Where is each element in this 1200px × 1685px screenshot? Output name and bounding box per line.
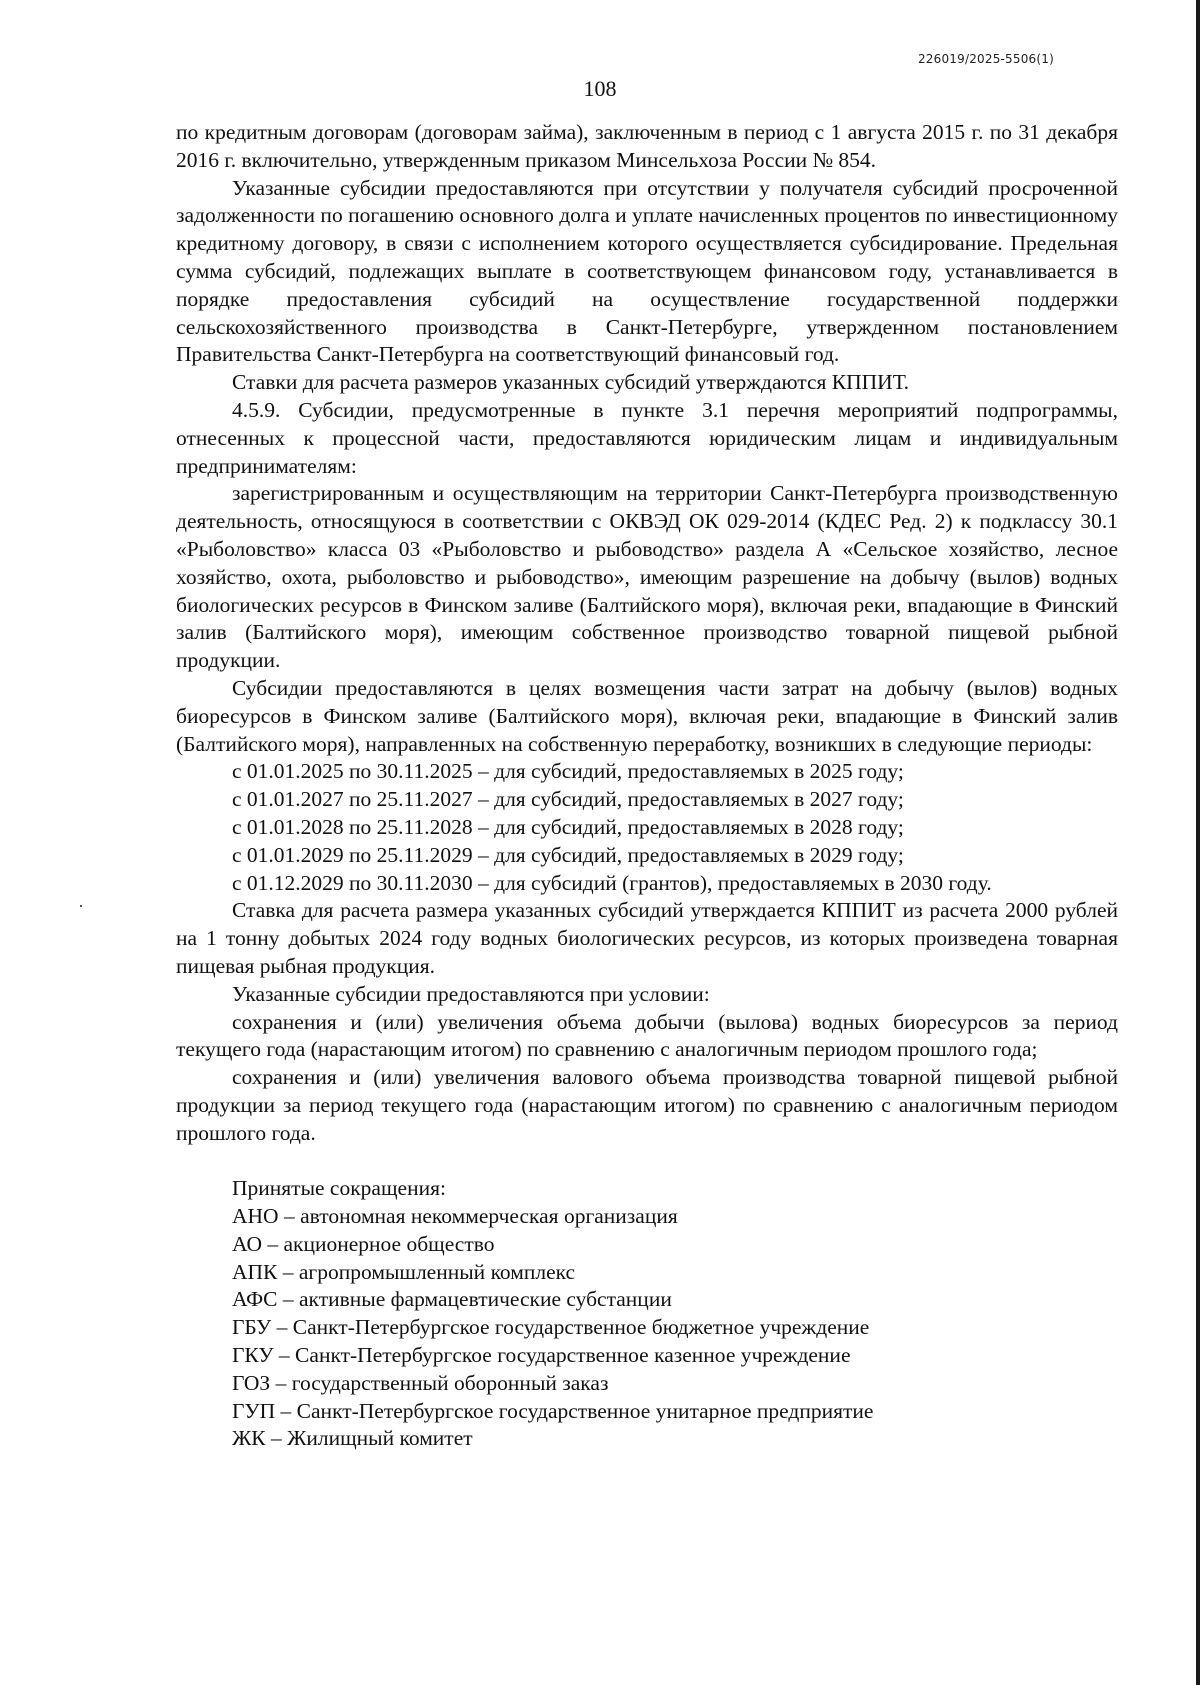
paragraph-clause-4-5-9: 4.5.9. Субсидии, предусмотренные в пункте 3.1 перечня мероприятий подпрограммы, отнесенных к процессной части, предоставляются юридическим лицам и индивидуальным предпринимателям: xyxy=(176,397,1118,478)
abbreviation-item: ГОЗ – государственный оборонный заказ xyxy=(232,1370,609,1395)
abbreviations-heading: Принятые сокращения: xyxy=(232,1176,446,1201)
abbreviations-list xyxy=(176,1203,1118,1453)
abbreviation-item: АО – акционерное общество xyxy=(232,1231,495,1256)
scan-edge xyxy=(1196,0,1200,1685)
document-id: 226019/2025-5506(1) xyxy=(917,52,1054,66)
abbreviation-item: АПК – агропромышленный комплекс xyxy=(232,1259,576,1284)
condition-item: сохранения и (или) увеличения объема добычи (вылова) водных биоресурсов за период текущего года (нарастающим итогом) по сравнению с аналогичным периодом прошлого года; xyxy=(176,1009,1118,1062)
period-item: с 01.01.2027 по 25.11.2027 – для субсидий, предоставляемых в 2027 году; xyxy=(232,787,904,812)
paragraph: Указанные субсидии предоставляются при условии: xyxy=(232,981,710,1006)
abbreviation-item: АФС – активные фармацевтические субстанции xyxy=(232,1287,672,1312)
abbreviation-item: ГКУ – Санкт-Петербургское государственное казенное учреждение xyxy=(232,1343,851,1368)
condition-item: сохранения и (или) увеличения валового объема производства товарной пищевой рыбной продукции за период текущего года (нарастающим итогом) по сравнению с аналогичным периодом прошлого года. xyxy=(176,1065,1118,1145)
paragraph: Ставка для расчета размера указанных субсидий утверждается КППИТ из расчета 2000 рублей на 1 тонну добытых 2024 году водных биологических ресурсов, из которых произведена товарная пищевая рыбная продукция. xyxy=(176,898,1118,978)
paragraph-continuation: по кредитным договорам (договорам займа), заключенным в период с 1 августа 2015 г. по 31 декабря 2016 г. включительно, утвержденным приказом Минсельхоза России № 854. xyxy=(176,120,1118,172)
blank-line xyxy=(176,1147,1118,1175)
period-item: с 01.01.2028 по 25.11.2028 – для субсидий, предоставляемых в 2028 году; xyxy=(232,814,904,839)
paragraph: зарегистрированным и осуществляющим на территории Санкт-Петербурга производственную деятельность, относящуюся в соответствии с ОКВЭД ОК 029-2014 (КДЕС Ред. 2) к подклассу 30.1 «Рыболовство» класса 03 «Рыболовство и рыбоводство» раздела А «Сельское хозяйство, лесное хозяйство, охота, рыболовство и рыбоводство», имеющим разрешение на добычу (вылов) водных биологических ресурсов в Финском заливе (Балтийского моря), включая реки, впадающие в Финский залив (Балтийского моря), имеющим собственное производство товарной пищевой рыбной продукции. xyxy=(176,481,1118,673)
abbreviation-item: ГБУ – Санкт-Петербургское государственное бюджетное учреждение xyxy=(232,1315,870,1340)
document-body xyxy=(176,119,1118,1453)
paragraph: Ставки для расчета размеров указанных субсидий утверждаются КППИТ. xyxy=(232,370,910,395)
paragraph: Указанные субсидии предоставляются при отсутствии у получателя субсидий просроченной задолженности по погашению основного долга и уплате начисленных процентов по инвестиционному кредитному договору, в связи с исполнением которого осуществляется субсидирование. Предельная сумма субсидий, подлежащих выплате в соответствующем финансовом году, устанавливается в порядке предоставления субсидий на осуществление государственной поддержки сельскохозяйственного производства в Санкт-Петербурге, утвержденном постановлением Правительства Санкт-Петербурга на соответствующий финансовый год. xyxy=(176,175,1118,367)
period-item: с 01.12.2029 по 30.11.2030 – для субсидий (грантов), предоставляемых в 2030 году. xyxy=(232,870,992,895)
page-number: 108 xyxy=(583,76,617,101)
paragraph: Субсидии предоставляются в целях возмещения части затрат на добычу (вылов) водных биоресурсов в Финском заливе (Балтийского моря), включая реки, впадающие в Финский залив (Балтийского моря), направленных на собственную переработку, возникших в следующие периоды: xyxy=(176,675,1118,756)
period-item: с 01.01.2029 по 25.11.2029 – для субсидий, предоставляемых в 2029 году; xyxy=(232,842,904,867)
abbreviation-item: АНО – автономная некоммерческая организация xyxy=(232,1204,678,1229)
scan-dust-mark xyxy=(80,905,82,907)
period-item: с 01.01.2025 по 30.11.2025 – для субсидий, предоставляемых в 2025 году; xyxy=(232,759,904,784)
abbreviation-item: ГУП – Санкт-Петербургское государственное унитарное предприятие xyxy=(232,1398,874,1423)
abbreviation-item: ЖК – Жилищный комитет xyxy=(232,1426,473,1451)
